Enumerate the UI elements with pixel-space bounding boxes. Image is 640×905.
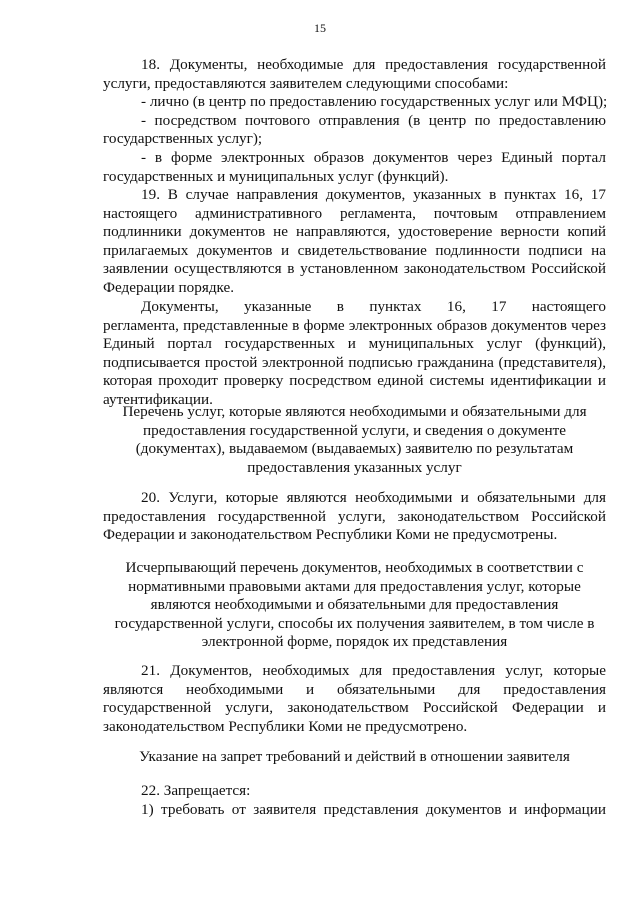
text-line: Федерации порядке.: [103, 278, 235, 296]
text-line: - в форме электронных образов документов через Единый портал: [141, 148, 606, 166]
text-line: государственных услуг);: [103, 130, 263, 148]
text-line: 19. В случае направления документов, указанных в пунктах 16, 17: [141, 186, 606, 203]
heading-line: предоставления государственной услуги, и сведения о документе: [142, 421, 566, 439]
text-line: 1) требовать от заявителя представления документов и информации: [141, 800, 606, 818]
text-line: Федерации и законодательством Республики Коми не предусмотрены.: [103, 526, 558, 544]
text-line: настоящего административного регламента, почтовым отправлением: [103, 204, 606, 222]
paragraph-18: [103, 56, 606, 186]
text-line: аутентификации.: [103, 390, 213, 408]
heading-line: предоставления указанных услуг: [247, 458, 462, 476]
text-line: законодательством Республики Коми не предусмотрено.: [103, 717, 468, 735]
heading-line: являются необходимыми и обязательными для предоставления: [150, 596, 559, 614]
heading-line: Перечень услуг, которые являются необходимыми и обязательными для: [122, 403, 587, 420]
text-line: подписывается простой электронной подписью гражданина (представителя),: [103, 353, 606, 371]
text-line: 18. Документы, необходимые для предоставления государственной: [141, 56, 606, 73]
text-line: - лично (в центр по предоставлению государственных услуг или МФЦ);: [141, 93, 608, 111]
text-line: государственных и муниципальных услуг (функций).: [103, 167, 449, 185]
text-line: государственной услуги, законодательством Российской Федерации и: [103, 699, 606, 717]
text-line: регламента, представленные в форме электронных образов документов через: [103, 316, 606, 334]
text-line: заявлении осуществляются в установленном законодательством Российской: [103, 260, 606, 278]
text-line: 20. Услуги, которые являются необходимыми и обязательными для: [141, 489, 606, 506]
text-line: прилагаемых документов и свидетельствование подлинности подписи на: [103, 241, 606, 259]
section-heading-prohibition: [103, 748, 606, 767]
text-line: подлинники документов не направляются, удостоверение верности копий: [103, 223, 606, 241]
paragraph-19-documents: [103, 298, 606, 410]
heading-line: Указание на запрет требований и действий в отношении заявителя: [139, 748, 570, 765]
text-line: предоставления государственной услуги, законодательством Российской: [103, 507, 606, 525]
text-line: 22. Запрещается:: [141, 782, 251, 799]
page-number: 15: [314, 21, 326, 35]
heading-line: Исчерпывающий перечень документов, необходимых в соответствии с: [125, 559, 584, 576]
text-line: являются необходимыми и обязательными для предоставления: [103, 680, 606, 698]
paragraph-19: [103, 186, 606, 298]
text-line: - посредством почтового отправления (в центр по предоставлению: [141, 111, 606, 129]
heading-line: государственной услуги, способы их получения заявителем, в том числе в: [114, 614, 595, 632]
paragraph-21: [103, 662, 606, 736]
section-heading-documents-list: [103, 559, 606, 652]
paragraph-20: [103, 489, 606, 545]
heading-line: нормативными правовыми актами для предоставления услуг, которые: [128, 577, 581, 595]
text-line: 21. Документов, необходимых для предоставления услуг, которые: [141, 662, 606, 679]
text-line: Единый портал государственных и муниципальных услуг (функций),: [103, 335, 606, 353]
text-line: которая проходит проверку посредством единой системы идентификации и: [103, 372, 606, 390]
heading-line: электронной форме, порядок их представления: [201, 633, 508, 651]
paragraph-22: [103, 782, 606, 819]
text-line: Документы, указанные в пунктах 16, 17 настоящего: [141, 298, 606, 315]
text-line: услуги, предоставляются заявителем следующими способами:: [103, 74, 509, 92]
section-heading-services-list: [103, 403, 606, 477]
heading-line: (документах), выдаваемом (выдаваемых) заявителю по результатам: [135, 440, 574, 458]
